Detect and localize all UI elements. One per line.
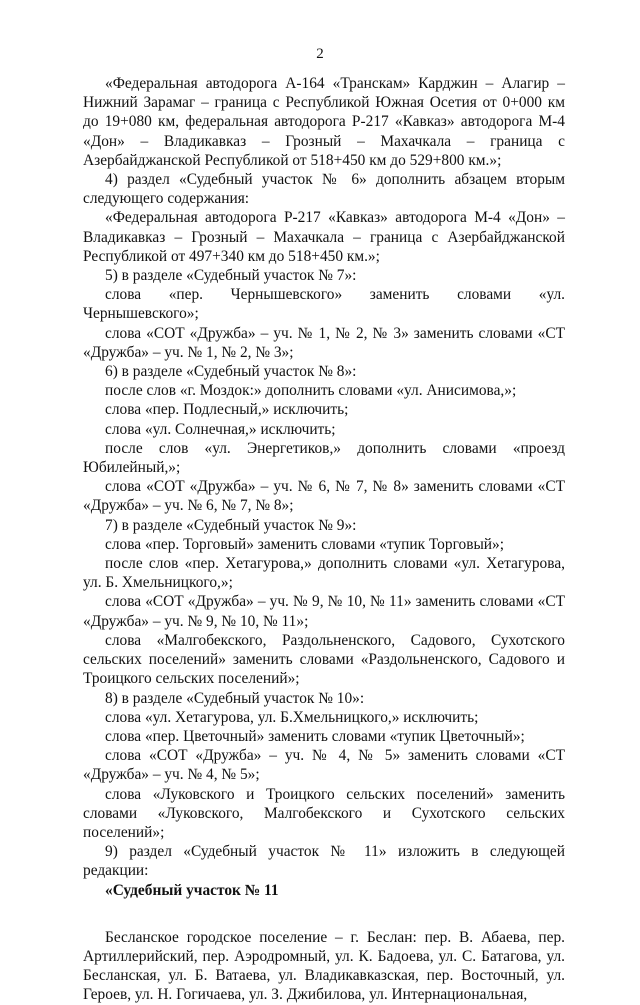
paragraph-7: 6) в разделе «Судебный участок № 8»: [105,363,357,381]
paragraph-15: после слов «пер. Хетагурова,» дополнить словами «ул. Хетагурова, ул. Б. Хмельницкого,»; [83,555,565,592]
paragraph-8: после слов «г. Моздок:» дополнить словами «ул. Анисимова,»; [105,382,517,400]
paragraph-12: слова «СОТ «Дружба» – уч. № 6, № 7, № 8» заменить словами «СТ «Дружба» – уч. № 6, № 7, № 8»; [83,478,565,515]
paragraph-3: «Федеральная автодорога Р-217 «Кавказ» автодорога М-4 «Дон» – Владикавказ – Грозный – Махачкала – граница с Азербайджанской Республикой от 497+340 км до 518+450 км.»; [83,209,565,265]
paragraph-10: слова «ул. Солнечная,» исключить; [105,420,336,438]
section-gap [83,900,565,928]
page-number: 2 [316,46,324,62]
paragraph-4: 5) в разделе «Судебный участок № 7»: [105,267,357,285]
paragraph-14: слова «пер. Торговый» заменить словами «тупик Торговый»; [105,535,505,553]
paragraph-2: 4) раздел «Судебный участок № 6» дополнить абзацем вторым следующего содержания: [83,171,565,208]
paragraph-23: 9) раздел «Судебный участок № 11» изложить в следующей редакции: [83,843,565,880]
paragraph-20: слова «пер. Цветочный» заменить словами «тупик Цветочный»; [105,727,525,745]
paragraph-5: слова «пер. Чернышевского» заменить словами «ул. Чернышевского»; [83,286,565,323]
paragraph-6: слова «СОТ «Дружба» – уч. № 1, № 2, № 3» заменить словами «СТ «Дружба» – уч. № 1, № 2, № 3»; [83,324,565,361]
paragraph-17: слова «Малгобекского, Раздольненского, Садового, Сухотского сельских поселений» заменить словами «Раздольненского, Садового и Троицкого сельских поселений»; [83,631,565,688]
section-heading: «Судебный участок № 11 [105,881,279,899]
closing-paragraph: Беслaнское городское поселение – г. Беслан: пер. В. Абаева, пер. Артиллерийский, пер. Аэродромный, ул. К. Бадоева, ул. С. Батагова, ул. Беслaнская, ул. Б. Ватаева, ул. Владикавказская, пер. Восточный, ул. Героев, ул. Н. Гогичаева, ул. З. Джибилова, ул. Интернациональная, [83,928,565,1004]
paragraph-18: 8) в разделе «Судебный участок № 10»: [105,689,365,707]
paragraph-9: слова «пер. Подлесный,» исключить; [105,401,349,419]
paragraph-1: «Федеральная автодорога А-164 «Транскам» Карджин – Алагир – Нижний Зарамаг – граница с Республикой Южная Осетия от 0+000 км до 19+080 км, федеральная автодорога Р-217 «Кавказ» автодорога М-4 «Дон» – Владикавказ – Грозный – Махачкала – граница с Азербайджанской Республикой от 518+450 км до 529+800 км.»; [83,75,565,169]
paragraph-13: 7) в разделе «Судебный участок № 9»: [105,516,357,534]
paragraph-19: слова «ул. Хетагурова, ул. Б.Хмельницкого,» исключить; [105,708,479,726]
paragraph-16: слова «СОТ «Дружба» – уч. № 9, № 10, № 11» заменить словами «СТ «Дружба» – уч. № 9, № 10, № 11»; [83,593,565,630]
paragraph-11: после слов «ул. Энергетиков,» дополнить словами «проезд Юбилейный,»; [83,439,565,477]
paragraph-22: слова «Луковского и Троицкого сельских поселений» заменить словами «Луковского, Малгобекского и Сухотского сельских поселений»; [83,785,565,841]
paragraph-21: слова «СОТ «Дружба» – уч. № 4, № 5» заменить словами «СТ «Дружба» – уч. № 4, № 5»; [83,747,565,784]
document-body [83,74,565,1005]
